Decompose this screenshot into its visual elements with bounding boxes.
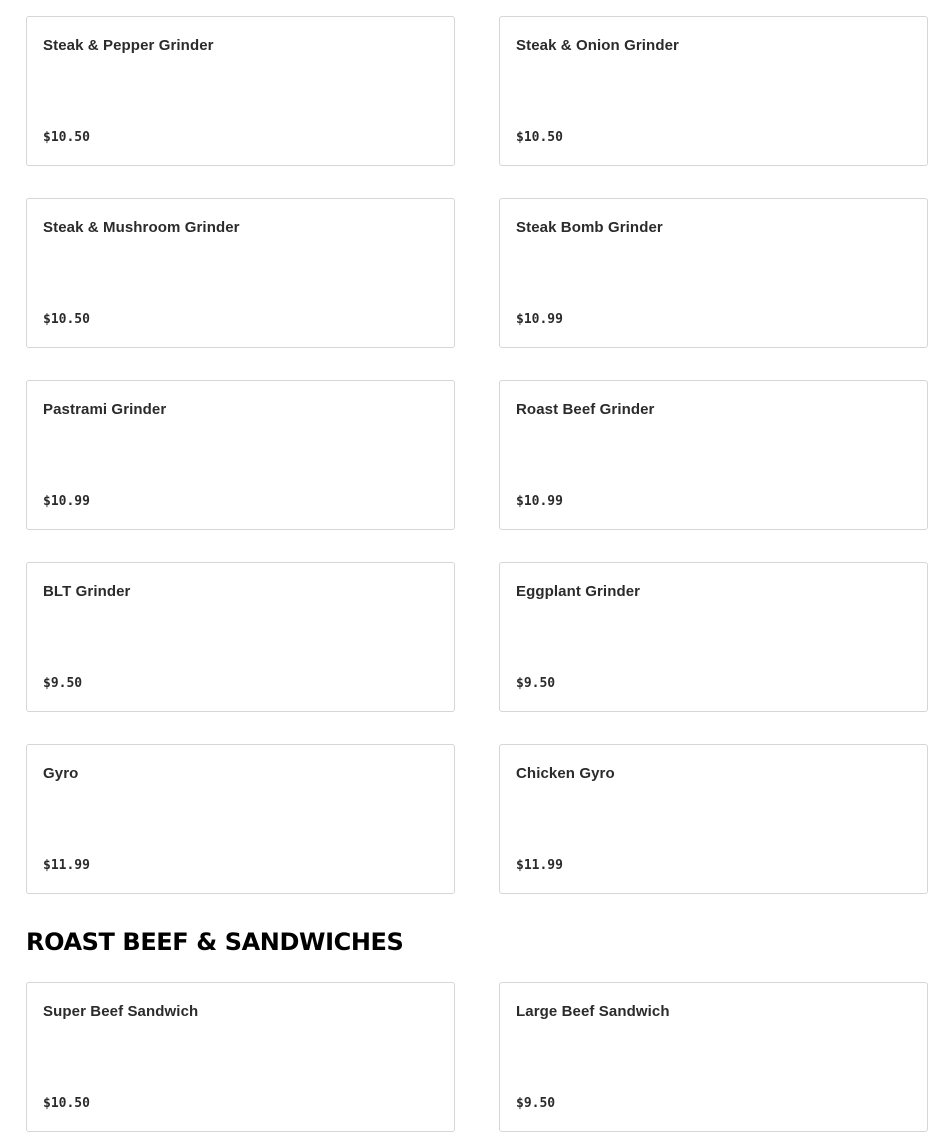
menu-item-price: $9.50 [516, 676, 556, 691]
menu-item-name: Roast Beef Grinder [516, 401, 655, 418]
menu-item-name: Eggplant Grinder [516, 583, 641, 600]
menu-item-card[interactable] [499, 744, 928, 894]
menu-item-card[interactable] [499, 380, 928, 530]
menu-item-price: $10.50 [43, 312, 90, 327]
menu-item-price: $10.99 [516, 312, 563, 327]
menu-item-card[interactable] [499, 562, 928, 712]
menu-item-name: Steak & Mushroom Grinder [43, 219, 240, 236]
section-heading: ROAST BEEF & SANDWICHES [26, 928, 404, 956]
roast-beef-items-grid [26, 982, 928, 1132]
menu-item-name: Large Beef Sandwich [516, 1003, 670, 1020]
menu-item-price: $9.50 [516, 1096, 556, 1111]
menu-item-price: $11.99 [43, 858, 90, 873]
menu-item-name: Gyro [43, 765, 79, 782]
menu-item-card[interactable] [499, 982, 928, 1132]
menu-item-card[interactable] [26, 562, 455, 712]
menu-item-price: $9.50 [43, 676, 83, 691]
menu-item-card[interactable] [26, 198, 455, 348]
menu-item-card[interactable] [26, 380, 455, 530]
menu-item-price: $10.50 [516, 130, 563, 145]
menu-item-card[interactable] [26, 16, 455, 166]
menu-item-name: Super Beef Sandwich [43, 1003, 199, 1020]
menu-item-name: BLT Grinder [43, 583, 131, 600]
menu-item-name: Steak & Onion Grinder [516, 37, 679, 54]
menu-item-card[interactable] [499, 16, 928, 166]
menu-item-price: $11.99 [516, 858, 563, 873]
menu-item-price: $10.99 [516, 494, 563, 509]
menu-item-price: $10.99 [43, 494, 90, 509]
menu-item-price: $10.50 [43, 130, 90, 145]
menu-item-name: Steak & Pepper Grinder [43, 37, 214, 54]
menu-item-name: Steak Bomb Grinder [516, 219, 663, 236]
menu-item-card[interactable] [499, 198, 928, 348]
menu-item-name: Pastrami Grinder [43, 401, 167, 418]
grinder-items-grid [26, 16, 928, 894]
menu-item-card[interactable] [26, 744, 455, 894]
menu-item-name: Chicken Gyro [516, 765, 615, 782]
menu-item-price: $10.50 [43, 1096, 90, 1111]
menu-item-card[interactable] [26, 982, 455, 1132]
